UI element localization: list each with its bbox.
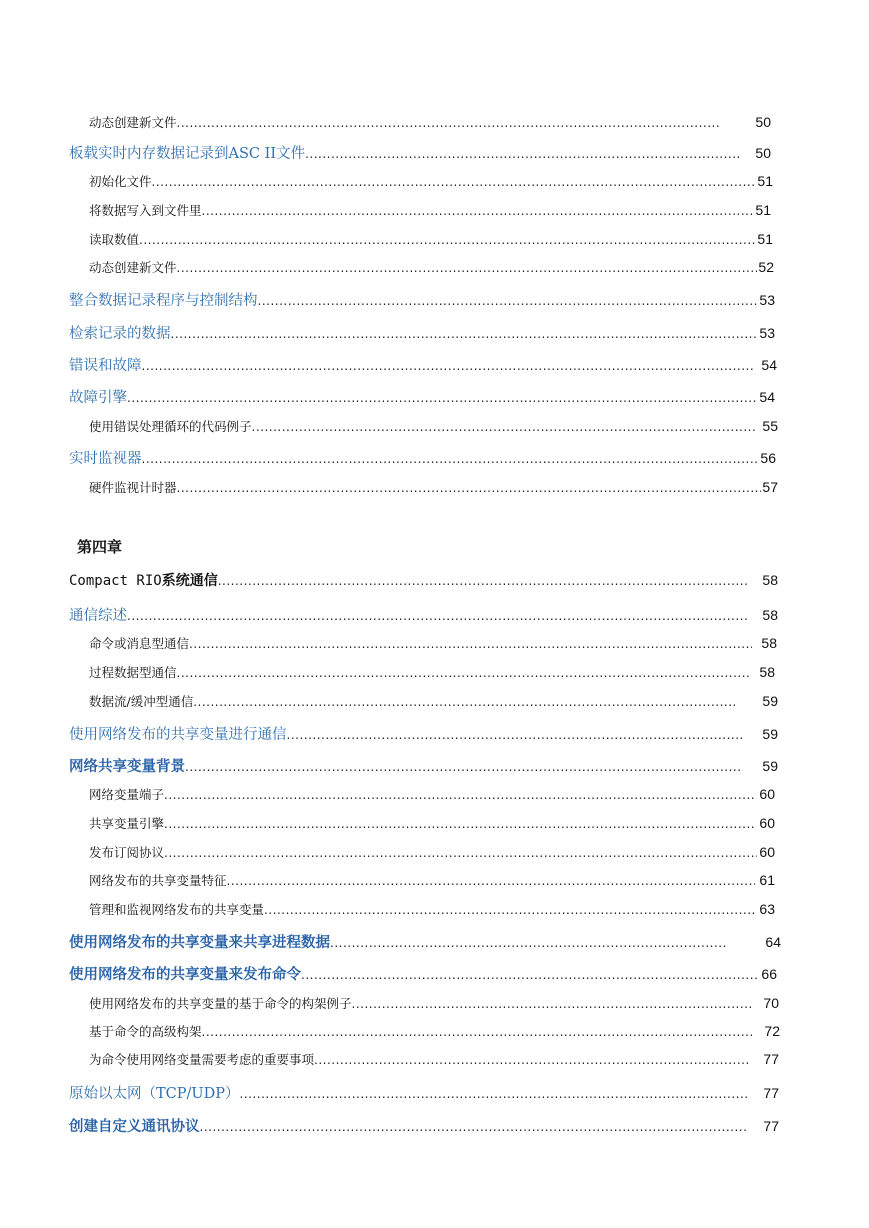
toc-page-number: 58 [762,607,778,623]
toc-leader [287,728,744,742]
toc-leader [200,1120,748,1134]
toc-leader [177,116,721,130]
toc-leader [139,233,757,247]
toc-leader [142,359,756,373]
toc-page-number: 72 [764,1023,780,1039]
toc-entry-title: 为命令使用网络变量需要考虑的重要事项 [89,1052,315,1067]
toc-entry[interactable] [89,417,778,437]
toc-leader [258,294,759,308]
toc-leader [240,1087,747,1101]
toc-page-number: 53 [759,292,775,308]
toc-page-number: 59 [762,758,778,774]
toc-entry-title: 发布订阅协议 [89,845,165,860]
toc-leader [127,609,748,623]
toc-leader [330,936,726,950]
toc-leader [164,846,757,860]
toc-page-number: 60 [759,844,775,860]
toc-entry[interactable] [89,230,773,250]
toc-entry[interactable] [69,386,775,406]
toc-entry-title: 网络变量端子 [89,787,165,802]
toc-leader [264,903,757,917]
toc-page-number: 53 [759,325,775,341]
toc-entry-title: 错误和故障 [69,358,142,374]
toc-leader [301,968,759,982]
toc-entry[interactable] [69,755,778,775]
toc-entry[interactable] [69,931,781,951]
toc-page-number: 51 [755,202,771,218]
toc-entry[interactable] [69,1082,779,1102]
toc-leader [177,666,749,680]
toc-page-number: 58 [762,572,778,588]
toc-entry-title [69,570,218,590]
toc-page-number: 57 [762,479,778,495]
toc-entry-title: 命令或消息型通信 [89,636,190,651]
toc-entry[interactable] [69,1115,779,1135]
toc-entry[interactable] [69,322,775,342]
toc-entry[interactable] [89,843,775,863]
toc-entry[interactable] [89,663,775,683]
toc-entry[interactable] [69,447,776,467]
toc-entry-title: 过程数据型通信 [89,665,177,680]
chapter-heading: 第四章 [77,538,123,556]
toc-entry-title: 数据流/缓冲型通信 [89,694,194,709]
toc-entry-title: 将数据写入到文件里 [89,203,202,218]
toc-page-number: 60 [759,786,775,802]
toc-entry[interactable] [89,871,775,891]
toc-entry-title: 初始化文件 [89,174,152,189]
toc-entry-title: 原始以太网（TCP/UDP） [69,1086,240,1102]
toc-entry-title: 网络共享变量背景 [69,759,185,775]
toc-entry[interactable] [89,1050,779,1070]
toc-entry[interactable] [89,785,775,805]
toc-page-number: 50 [755,114,771,130]
toc-entry-title: 板载实时内存数据记录到ASC II文件 [69,146,306,162]
toc-leader [352,997,751,1011]
toc-leader [127,391,758,405]
toc-page-number: 58 [759,664,775,680]
toc-leader [164,817,755,831]
toc-entry-title: 硬件监视计时器 [89,480,177,495]
toc-page-number: 64 [765,934,781,950]
toc-entry-title: 实时监视器 [69,451,142,467]
toc-page-number: 56 [760,450,776,466]
toc-page-number: 58 [761,635,777,651]
toc-entry-title: 共享变量引擎 [89,816,165,831]
toc-leader [202,204,755,218]
toc-page-number: 50 [755,145,771,161]
toc-entry-chapter-title[interactable] [69,570,778,590]
toc-page-number: 61 [759,872,775,888]
toc-entry-title: 使用网络发布的共享变量来共享进程数据 [69,935,330,951]
toc-entry-title: 检索记录的数据 [69,326,171,342]
toc-entry-title: 管理和监视网络发布的共享变量 [89,902,265,917]
toc-page-number: 63 [759,901,775,917]
toc-leader [189,637,752,651]
toc-leader [193,695,738,709]
toc-page-number: 77 [763,1118,779,1134]
toc-entry[interactable] [69,289,775,309]
toc-entry-title: 通信综述 [69,608,127,624]
toc-page-number: 66 [761,966,777,982]
toc-leader [305,147,741,161]
toc-page-number: 55 [762,418,778,434]
toc-entry[interactable] [89,201,771,221]
toc-entry[interactable] [89,900,775,920]
toc-page-number: 77 [763,1085,779,1101]
toc-page-number: 59 [762,693,778,709]
toc-entry-title: 读取数值 [89,232,140,247]
toc-entry[interactable] [89,692,778,712]
toc-leader [142,452,760,466]
toc-entry-title: 使用网络发布的共享变量来发布命令 [69,967,301,983]
toc-entry[interactable] [69,142,771,162]
toc-leader [218,574,748,588]
toc-entry-title: 使用错误处理循环的代码例子 [89,419,252,434]
toc-leader [177,481,761,495]
toc-leader [177,261,757,275]
toc-entry-title: 故障引擎 [69,390,127,406]
toc-entry[interactable] [69,723,778,743]
toc-page-number: 54 [759,389,775,405]
toc-entry[interactable] [89,994,779,1014]
toc-page-number: 77 [763,1051,779,1067]
toc-entry-title: 创建自定义通讯协议 [69,1119,200,1135]
toc-entry[interactable] [69,963,777,983]
toc-entry-title: 网络发布的共享变量特征 [89,873,227,888]
toc-leader [164,788,755,802]
toc-entry[interactable] [89,478,778,498]
toc-page-number: 60 [759,815,775,831]
toc-leader [252,420,756,434]
toc-entry[interactable] [89,814,775,834]
title-cn: 系统通信 [161,573,218,589]
toc-page-number: 51 [757,231,773,247]
toc-page-number: 51 [757,173,773,189]
toc-entry-title: 动态创建新文件 [89,115,177,130]
toc-entry-title: 使用网络发布的共享变量进行通信 [69,727,287,743]
toc-leader [152,175,755,189]
toc-leader [227,874,755,888]
toc-page-number: 70 [763,995,779,1011]
title-latin: Compact RIO [69,573,162,589]
toc-entry-title: 动态创建新文件 [89,260,177,275]
toc-entry[interactable] [89,1022,780,1042]
toc-entry[interactable] [69,604,778,624]
toc-entry[interactable] [69,354,777,374]
toc-entry[interactable] [89,258,774,278]
toc-page-number: 54 [761,357,777,373]
toc-leader [314,1053,751,1067]
toc-leader [202,1025,752,1039]
toc-page-number: 59 [762,726,778,742]
toc-entry-title: 基于命令的高级构架 [89,1024,202,1039]
toc-page-number: 52 [758,259,774,275]
toc-entry[interactable] [89,634,777,654]
toc-leader [185,760,743,774]
toc-entry[interactable] [89,172,773,192]
toc-entry[interactable] [89,113,771,133]
toc-leader [171,327,759,341]
toc-entry-title: 使用网络发布的共享变量的基于命令的构架例子 [89,996,352,1011]
toc-entry-title: 整合数据记录程序与控制结构 [69,293,258,309]
